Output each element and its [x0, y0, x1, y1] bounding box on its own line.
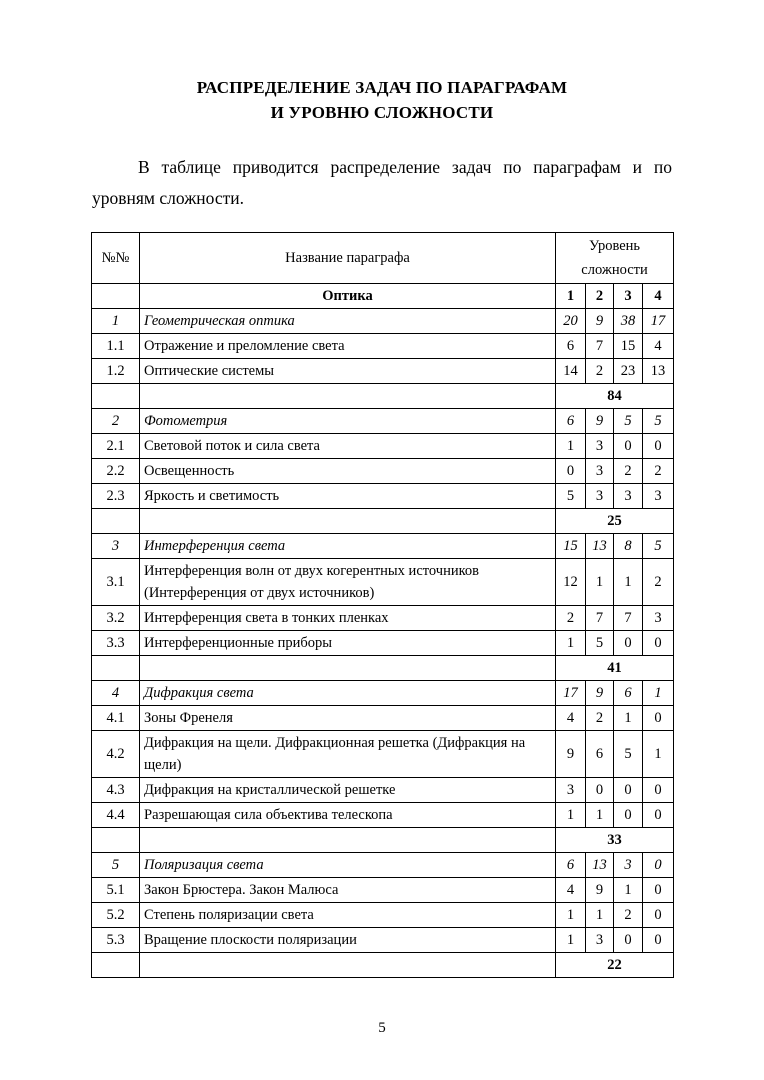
total-row: [92, 509, 674, 534]
group-total: 84: [556, 384, 674, 409]
paragraph-name: Освещенность: [140, 459, 556, 484]
paragraph-number: 3.1: [92, 559, 140, 606]
paragraph-level-2: 3: [586, 459, 614, 484]
group-number: 1: [92, 309, 140, 334]
group-total: 25: [556, 509, 674, 534]
group-number: 2: [92, 409, 140, 434]
paragraph-level-1: 4: [556, 706, 586, 731]
total-name-cell: [140, 828, 556, 853]
group-level-3: 38: [614, 309, 643, 334]
table-row: [92, 878, 674, 903]
total-name-cell: [140, 953, 556, 978]
paragraph-number: 3.3: [92, 631, 140, 656]
paragraph-level-4: 1: [643, 731, 674, 778]
group-row: [92, 534, 674, 559]
table-row: [92, 631, 674, 656]
paragraph-level-3: 5: [614, 731, 643, 778]
paragraph-name: Зоны Френеля: [140, 706, 556, 731]
paragraph-name: Закон Брюстера. Закон Малюса: [140, 878, 556, 903]
group-row: [92, 309, 674, 334]
level-header-1: 1: [556, 284, 586, 309]
paragraph-number: 5.1: [92, 878, 140, 903]
header-number: №№: [92, 233, 140, 284]
total-name-cell: [140, 656, 556, 681]
paragraph-name: Отражение и преломление света: [140, 334, 556, 359]
table-row: [92, 359, 674, 384]
paragraph-level-3: 2: [614, 903, 643, 928]
total-name-cell: [140, 509, 556, 534]
group-level-1: 6: [556, 409, 586, 434]
paragraph-level-3: 0: [614, 434, 643, 459]
table-row: [92, 903, 674, 928]
total-row: [92, 828, 674, 853]
paragraph-level-1: 9: [556, 731, 586, 778]
paragraph-level-4: 2: [643, 459, 674, 484]
table-row: [92, 778, 674, 803]
paragraph-name: Вращение плоскости поляризации: [140, 928, 556, 953]
paragraph-level-2: 3: [586, 484, 614, 509]
paragraph-number: 4.4: [92, 803, 140, 828]
group-level-1: 17: [556, 681, 586, 706]
paragraph-level-3: 1: [614, 559, 643, 606]
paragraph-number: 5.3: [92, 928, 140, 953]
paragraph-number: 2.1: [92, 434, 140, 459]
section-row: [92, 284, 674, 309]
section-name: Оптика: [140, 284, 556, 309]
paragraph-level-4: 4: [643, 334, 674, 359]
paragraph-name: Интерференция волн от двух когерентных источников (Интерференция от двух источников): [140, 559, 556, 606]
paragraph-name: Световой поток и сила света: [140, 434, 556, 459]
paragraph-level-1: 3: [556, 778, 586, 803]
paragraph-level-2: 0: [586, 778, 614, 803]
group-level-2: 13: [586, 534, 614, 559]
header-difficulty-level: Уровень сложности: [556, 233, 674, 284]
group-level-3: 3: [614, 853, 643, 878]
paragraph-level-1: 5: [556, 484, 586, 509]
paragraph-level-3: 0: [614, 928, 643, 953]
paragraph-level-3: 3: [614, 484, 643, 509]
paragraph-level-3: 0: [614, 803, 643, 828]
total-number-cell: [92, 953, 140, 978]
group-level-3: 5: [614, 409, 643, 434]
group-row: [92, 853, 674, 878]
group-level-2: 9: [586, 681, 614, 706]
page-title: РАСПРЕДЕЛЕНИЕ ЗАДАЧ ПО ПАРАГРАФАМ: [196, 78, 568, 97]
paragraph-level-1: 14: [556, 359, 586, 384]
group-name: Интерференция света: [140, 534, 556, 559]
paragraph-level-3: 0: [614, 778, 643, 803]
paragraph-level-2: 1: [586, 903, 614, 928]
paragraph-level-4: 2: [643, 559, 674, 606]
paragraph-level-2: 7: [586, 334, 614, 359]
total-number-cell: [92, 384, 140, 409]
group-level-4: 5: [643, 534, 674, 559]
paragraph-level-4: 0: [643, 631, 674, 656]
paragraph-number: 1.1: [92, 334, 140, 359]
table-row: [92, 731, 674, 778]
group-name: Поляризация света: [140, 853, 556, 878]
paragraph-level-1: 1: [556, 803, 586, 828]
table-row: [92, 334, 674, 359]
group-name: Дифракция света: [140, 681, 556, 706]
paragraph-number: 2.2: [92, 459, 140, 484]
group-total: 22: [556, 953, 674, 978]
table-row: [92, 459, 674, 484]
paragraph-level-1: 1: [556, 631, 586, 656]
paragraph-level-1: 1: [556, 434, 586, 459]
paragraph-level-4: 3: [643, 484, 674, 509]
table-row: [92, 434, 674, 459]
paragraph-level-3: 1: [614, 878, 643, 903]
paragraph-name: Оптические системы: [140, 359, 556, 384]
group-total: 41: [556, 656, 674, 681]
group-level-4: 17: [643, 309, 674, 334]
paragraph-number: 3.2: [92, 606, 140, 631]
paragraph-name: Разрешающая сила объектива телескопа: [140, 803, 556, 828]
paragraph-level-3: 2: [614, 459, 643, 484]
paragraph-level-1: 6: [556, 334, 586, 359]
paragraph-level-2: 1: [586, 559, 614, 606]
table-row: [92, 606, 674, 631]
group-number: 3: [92, 534, 140, 559]
paragraph-level-1: 4: [556, 878, 586, 903]
paragraph-level-2: 1: [586, 803, 614, 828]
paragraph-level-4: 13: [643, 359, 674, 384]
section-number-cell: [92, 284, 140, 309]
paragraph-level-1: 0: [556, 459, 586, 484]
paragraph-level-1: 2: [556, 606, 586, 631]
intro-paragraph: В таблице приводится распределение задач по параграфам и по уровням сложности.: [92, 157, 672, 208]
paragraph-level-4: 0: [643, 778, 674, 803]
group-row: [92, 409, 674, 434]
paragraph-level-1: 1: [556, 903, 586, 928]
paragraph-level-3: 1: [614, 706, 643, 731]
paragraph-level-2: 5: [586, 631, 614, 656]
paragraph-level-2: 3: [586, 434, 614, 459]
group-level-4: 0: [643, 853, 674, 878]
distribution-table: [91, 232, 674, 978]
paragraph-level-2: 6: [586, 731, 614, 778]
paragraph-name: Интерференционные приборы: [140, 631, 556, 656]
paragraph-level-1: 12: [556, 559, 586, 606]
paragraph-level-4: 0: [643, 706, 674, 731]
paragraph-level-3: 15: [614, 334, 643, 359]
level-header-3: 3: [614, 284, 643, 309]
page-number: 5: [378, 1020, 386, 1036]
level-header-4: 4: [643, 284, 674, 309]
header-paragraph-name: Название параграфа: [140, 233, 556, 284]
paragraph-level-2: 9: [586, 878, 614, 903]
paragraph-level-2: 2: [586, 706, 614, 731]
total-row: [92, 656, 674, 681]
table-row: [92, 559, 674, 606]
page-subtitle: И УРОВНЮ СЛОЖНОСТИ: [270, 103, 494, 122]
group-level-4: 1: [643, 681, 674, 706]
group-total: 33: [556, 828, 674, 853]
total-number-cell: [92, 656, 140, 681]
paragraph-level-4: 0: [643, 903, 674, 928]
group-level-2: 13: [586, 853, 614, 878]
paragraph-level-3: 7: [614, 606, 643, 631]
total-row: [92, 953, 674, 978]
group-name: Фотометрия: [140, 409, 556, 434]
group-level-1: 20: [556, 309, 586, 334]
paragraph-name: Степень поляризации света: [140, 903, 556, 928]
paragraph-number: 4.3: [92, 778, 140, 803]
level-header-2: 2: [586, 284, 614, 309]
group-level-3: 8: [614, 534, 643, 559]
group-level-3: 6: [614, 681, 643, 706]
paragraph-number: 1.2: [92, 359, 140, 384]
paragraph-number: 5.2: [92, 903, 140, 928]
table-row: [92, 706, 674, 731]
table-row: [92, 484, 674, 509]
table-row: [92, 803, 674, 828]
paragraph-level-4: 0: [643, 928, 674, 953]
group-level-1: 15: [556, 534, 586, 559]
group-level-2: 9: [586, 309, 614, 334]
table-header-row: [92, 233, 674, 284]
group-level-4: 5: [643, 409, 674, 434]
total-row: [92, 384, 674, 409]
paragraph-level-3: 0: [614, 631, 643, 656]
paragraph-number: 4.2: [92, 731, 140, 778]
group-number: 4: [92, 681, 140, 706]
paragraph-name: Дифракция на щели. Дифракционная решетка (Дифракция на щели): [140, 731, 556, 778]
paragraph-name: Дифракция на кристаллической решетке: [140, 778, 556, 803]
paragraph-level-2: 2: [586, 359, 614, 384]
paragraph-level-2: 7: [586, 606, 614, 631]
paragraph-level-4: 0: [643, 878, 674, 903]
paragraph-level-4: 3: [643, 606, 674, 631]
table-row: [92, 928, 674, 953]
group-level-2: 9: [586, 409, 614, 434]
paragraph-level-3: 23: [614, 359, 643, 384]
group-number: 5: [92, 853, 140, 878]
group-name: Геометрическая оптика: [140, 309, 556, 334]
paragraph-number: 4.1: [92, 706, 140, 731]
paragraph-name: Яркость и светимость: [140, 484, 556, 509]
total-name-cell: [140, 384, 556, 409]
paragraph-level-4: 0: [643, 803, 674, 828]
paragraph-number: 2.3: [92, 484, 140, 509]
paragraph-level-4: 0: [643, 434, 674, 459]
group-row: [92, 681, 674, 706]
paragraph-name: Интерференция света в тонких пленках: [140, 606, 556, 631]
paragraph-level-1: 1: [556, 928, 586, 953]
total-number-cell: [92, 828, 140, 853]
paragraph-level-2: 3: [586, 928, 614, 953]
group-level-1: 6: [556, 853, 586, 878]
total-number-cell: [92, 509, 140, 534]
